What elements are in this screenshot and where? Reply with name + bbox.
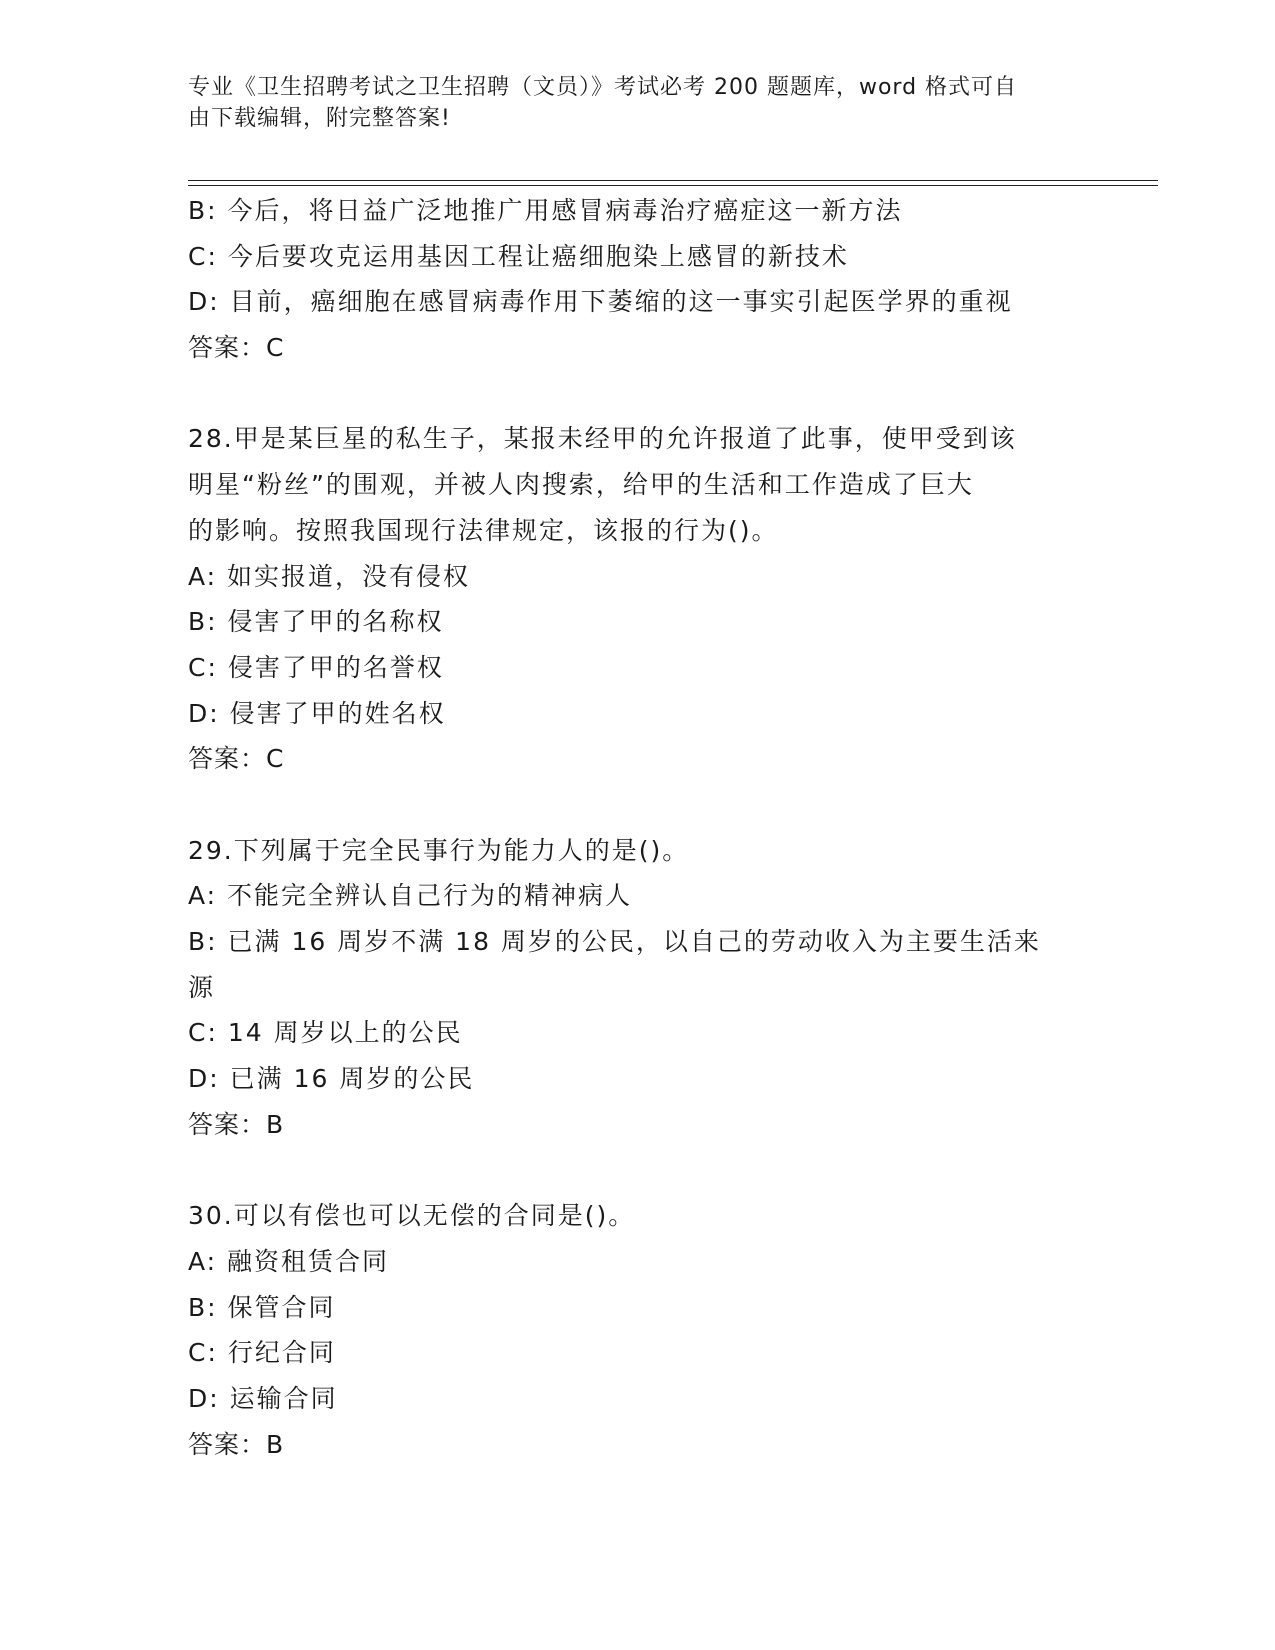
option-c: C: 行纪合同	[188, 1338, 336, 1368]
option-d: D: 目前，癌细胞在感冒病毒作用下萎缩的这一事实引起医学界的重视	[188, 287, 1013, 317]
answer: 答案：C	[188, 333, 285, 363]
option-c: C: 14 周岁以上的公民	[188, 1018, 463, 1048]
question-stem: 29.下列属于完全民事行为能力人的是()。	[188, 835, 690, 865]
header-line-1: 专业《卫生招聘考试之卫生招聘（文员）》考试必考 200 题题库，word 格式可自	[188, 75, 1018, 100]
question-list	[188, 188, 1088, 1467]
spacer	[188, 782, 1088, 828]
option-d: D: 已满 16 周岁的公民	[188, 1064, 475, 1094]
question-stem: 的影响。按照我国现行法律规定，该报的行为()。	[188, 515, 779, 545]
question-stem: 30.可以有偿也可以无偿的合同是()。	[188, 1201, 636, 1231]
option-a: A: 如实报道，没有侵权	[188, 561, 471, 591]
answer: 答案：B	[188, 1109, 285, 1139]
option-b: B: 今后，将日益广泛地推广用感冒病毒治疗癌症这一新方法	[188, 196, 903, 225]
question-27	[188, 188, 1088, 371]
header-rule-bottom	[188, 185, 1158, 186]
option-c: C: 侵害了甲的名誉权	[188, 652, 444, 682]
header-line-2: 由下载编辑，附完整答案!	[188, 106, 451, 131]
question-stem: 28.甲是某巨星的私生子，某报未经甲的允许报道了此事，使甲受到该	[188, 424, 1017, 454]
spacer	[188, 371, 1088, 417]
header-rule-top	[188, 180, 1158, 181]
option-b: B: 侵害了甲的名称权	[188, 607, 444, 637]
option-b-continued: 源	[188, 972, 216, 1002]
answer: 答案：B	[188, 1429, 285, 1459]
option-c: C: 今后要攻克运用基因工程让癌细胞染上感冒的新技术	[188, 241, 849, 271]
question-29	[188, 828, 1088, 1148]
option-a: A: 融资租赁合同	[188, 1246, 390, 1276]
question-28	[188, 416, 1088, 782]
document-header	[188, 72, 1068, 134]
question-stem: 明星“粉丝”的围观，并被人肉搜索，给甲的生活和工作造成了巨大	[188, 470, 974, 500]
option-d: D: 侵害了甲的姓名权	[188, 698, 446, 728]
option-b: B: 保管合同	[188, 1292, 336, 1322]
option-a: A: 不能完全辨认自己行为的精神病人	[188, 881, 633, 911]
answer: 答案：C	[188, 744, 285, 774]
spacer	[188, 1147, 1088, 1193]
option-d: D: 运输合同	[188, 1383, 338, 1413]
question-30	[188, 1193, 1088, 1467]
option-b: B: 已满 16 周岁不满 18 周岁的公民，以自己的劳动收入为主要生活来	[188, 927, 1041, 956]
